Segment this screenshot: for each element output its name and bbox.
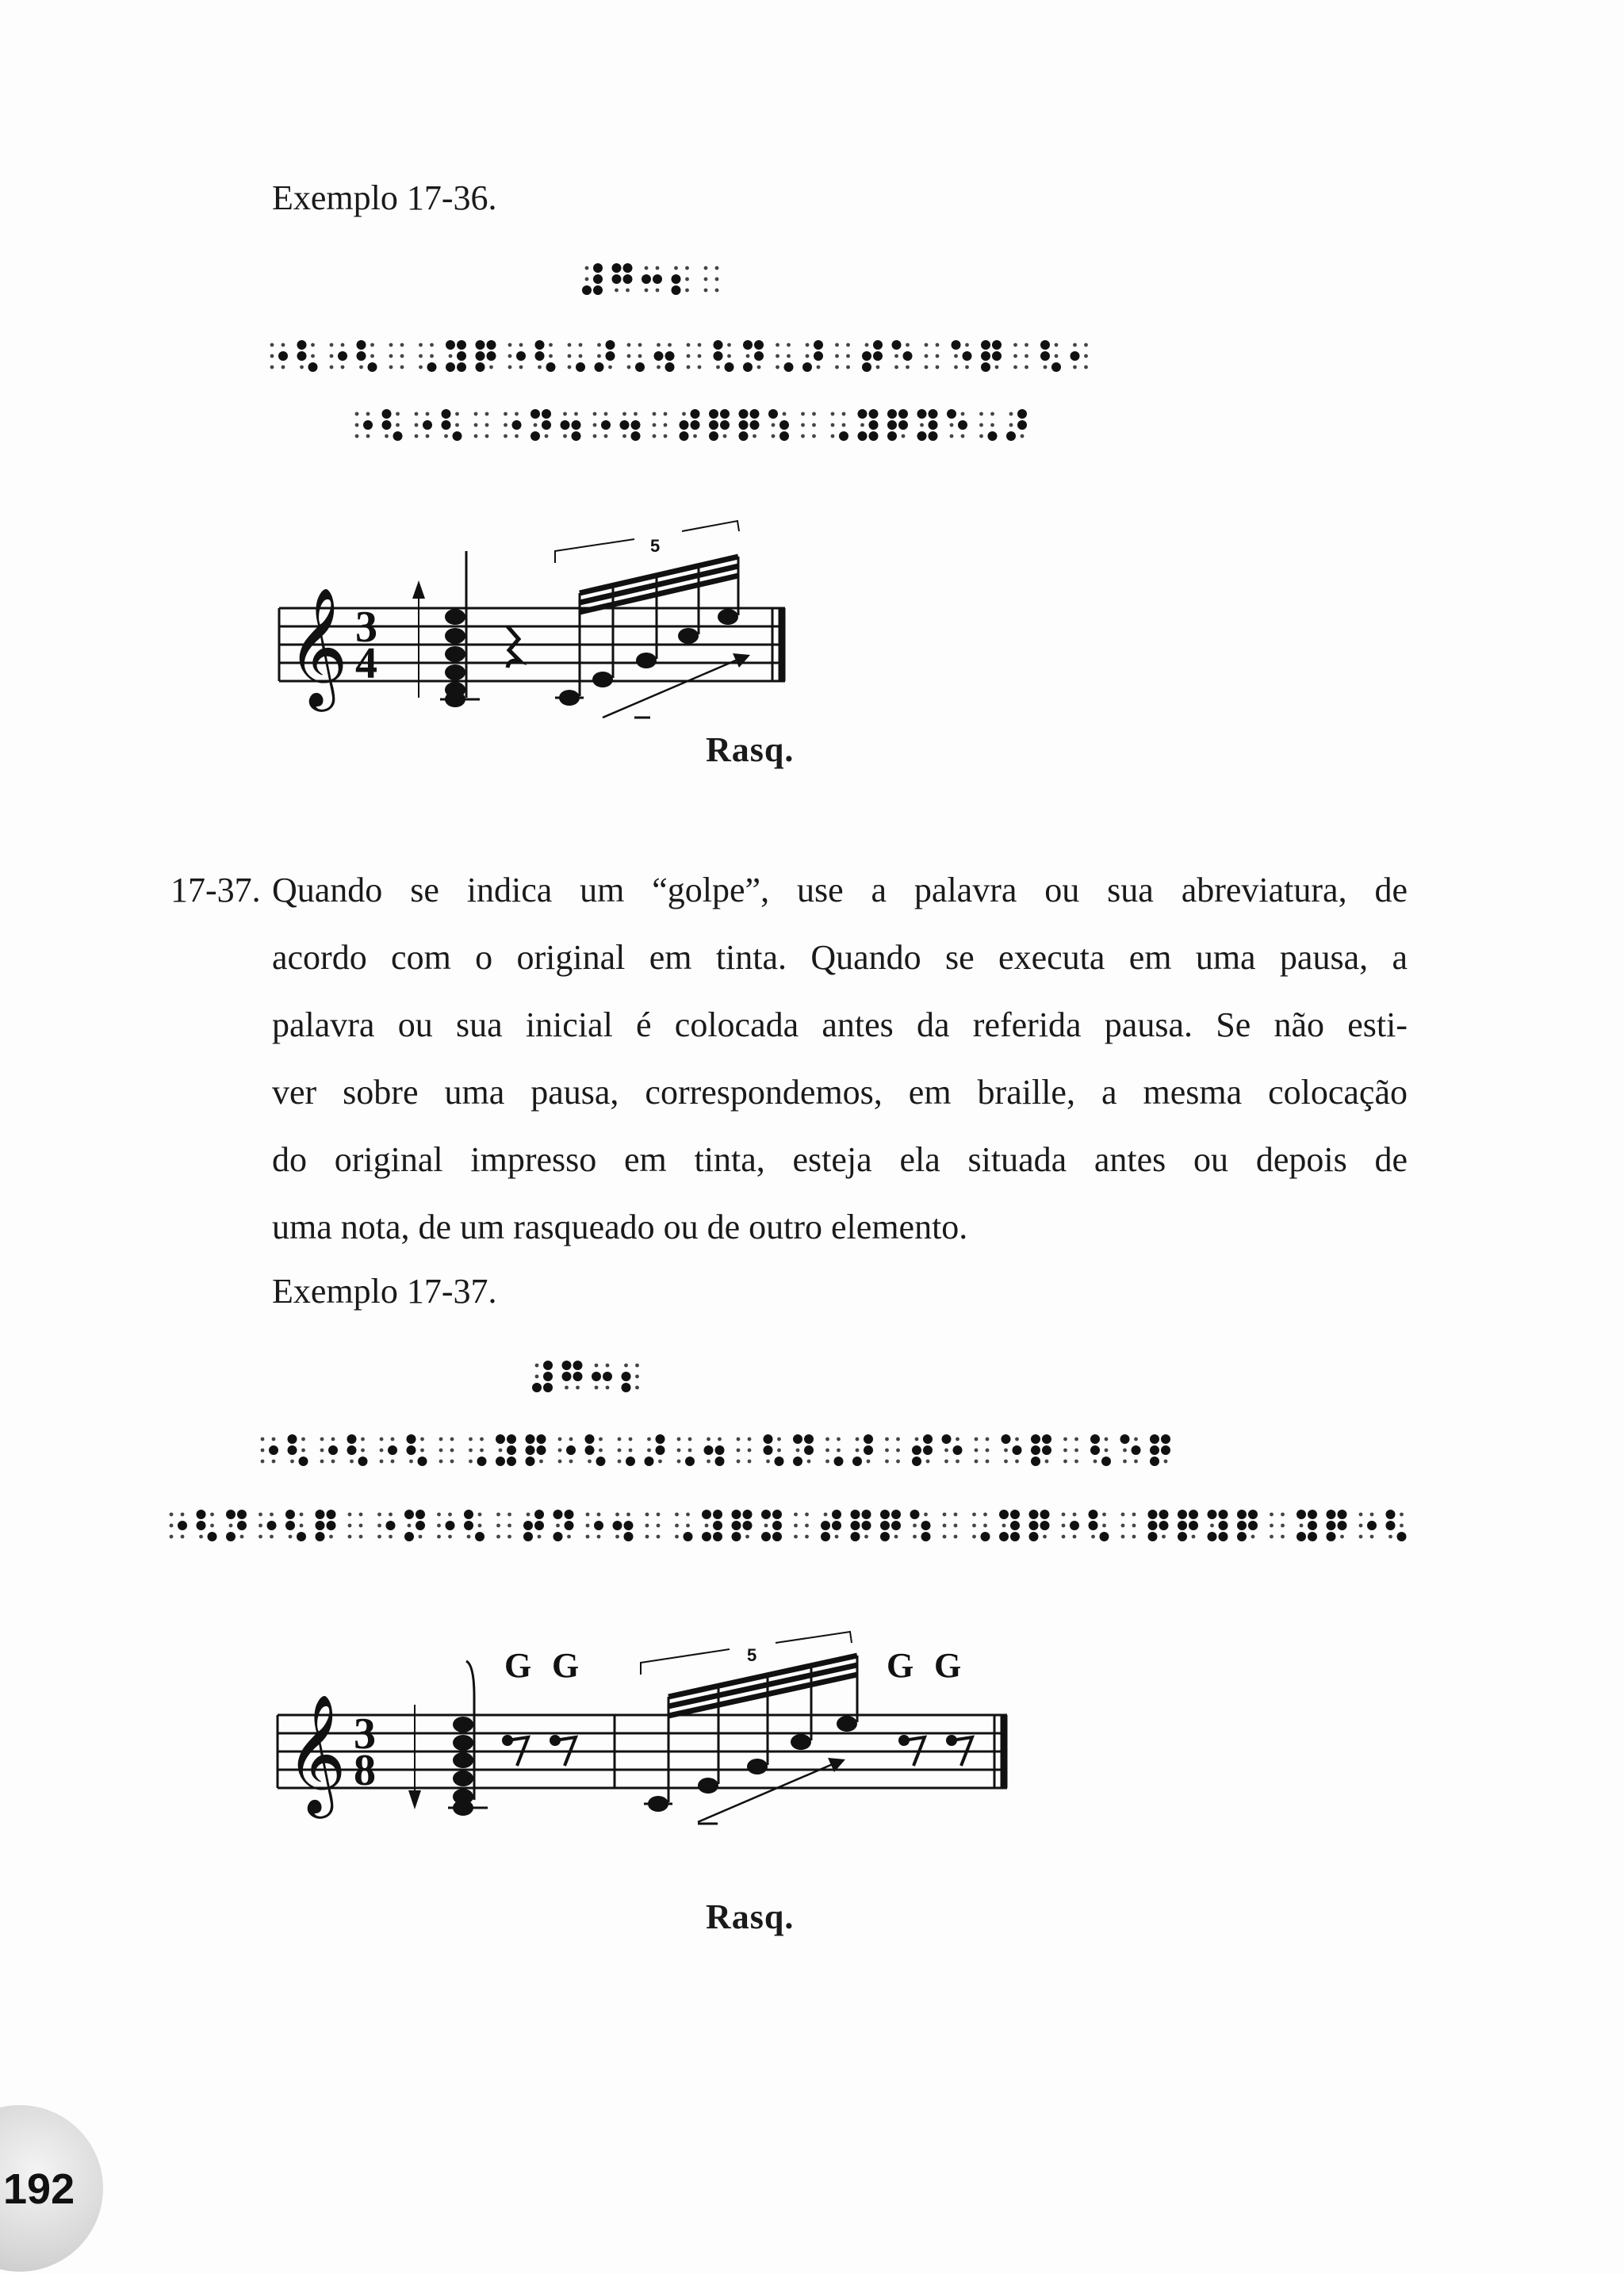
time-sig-top: 3 <box>355 603 377 652</box>
golpe-mark: G <box>934 1646 962 1685</box>
rasq-caption-2: Rasq. <box>706 1897 795 1936</box>
paragraph-line: Quando se indica um “golpe”, use a palavra ou sua abreviatura, de <box>272 871 1408 909</box>
time-sig-bottom: 4 <box>355 639 377 688</box>
paragraph-line: palavra ou sua inicial é colocada antes da referida pausa. Se não esti- <box>272 1005 1408 1044</box>
page-number: 192 <box>3 2165 75 2213</box>
time-sig-bottom: 8 <box>354 1746 376 1795</box>
treble-clef-icon: 𝄞 <box>287 586 348 706</box>
tuplet-number: 5 <box>650 536 661 556</box>
golpe-mark: G <box>552 1646 580 1685</box>
tuplet-number: 5 <box>747 1645 757 1665</box>
golpe-mark: G <box>504 1646 532 1685</box>
example-17-36-heading: Exemplo 17-36. <box>272 178 497 217</box>
rasq-caption-1: Rasq. <box>706 730 795 769</box>
paragraph-line: ver sobre uma pausa, correspondemos, em braille, a mesma colocação <box>272 1073 1408 1112</box>
paragraph-line: acordo com o original em tinta. Quando se executa em uma pausa, a <box>272 938 1408 977</box>
paragraph-line: uma nota, de um rasqueado ou de outro elemento. <box>272 1208 968 1246</box>
paragraph-line: do original impresso em tinta, esteja ela situada antes ou depois de <box>272 1140 1408 1179</box>
example-17-37-heading: Exemplo 17-37. <box>272 1272 497 1311</box>
treble-clef-icon: 𝄞 <box>285 1693 347 1813</box>
time-sig-top: 3 <box>354 1709 376 1759</box>
golpe-mark: G <box>887 1646 914 1685</box>
section-number: 17-37. <box>170 871 261 909</box>
